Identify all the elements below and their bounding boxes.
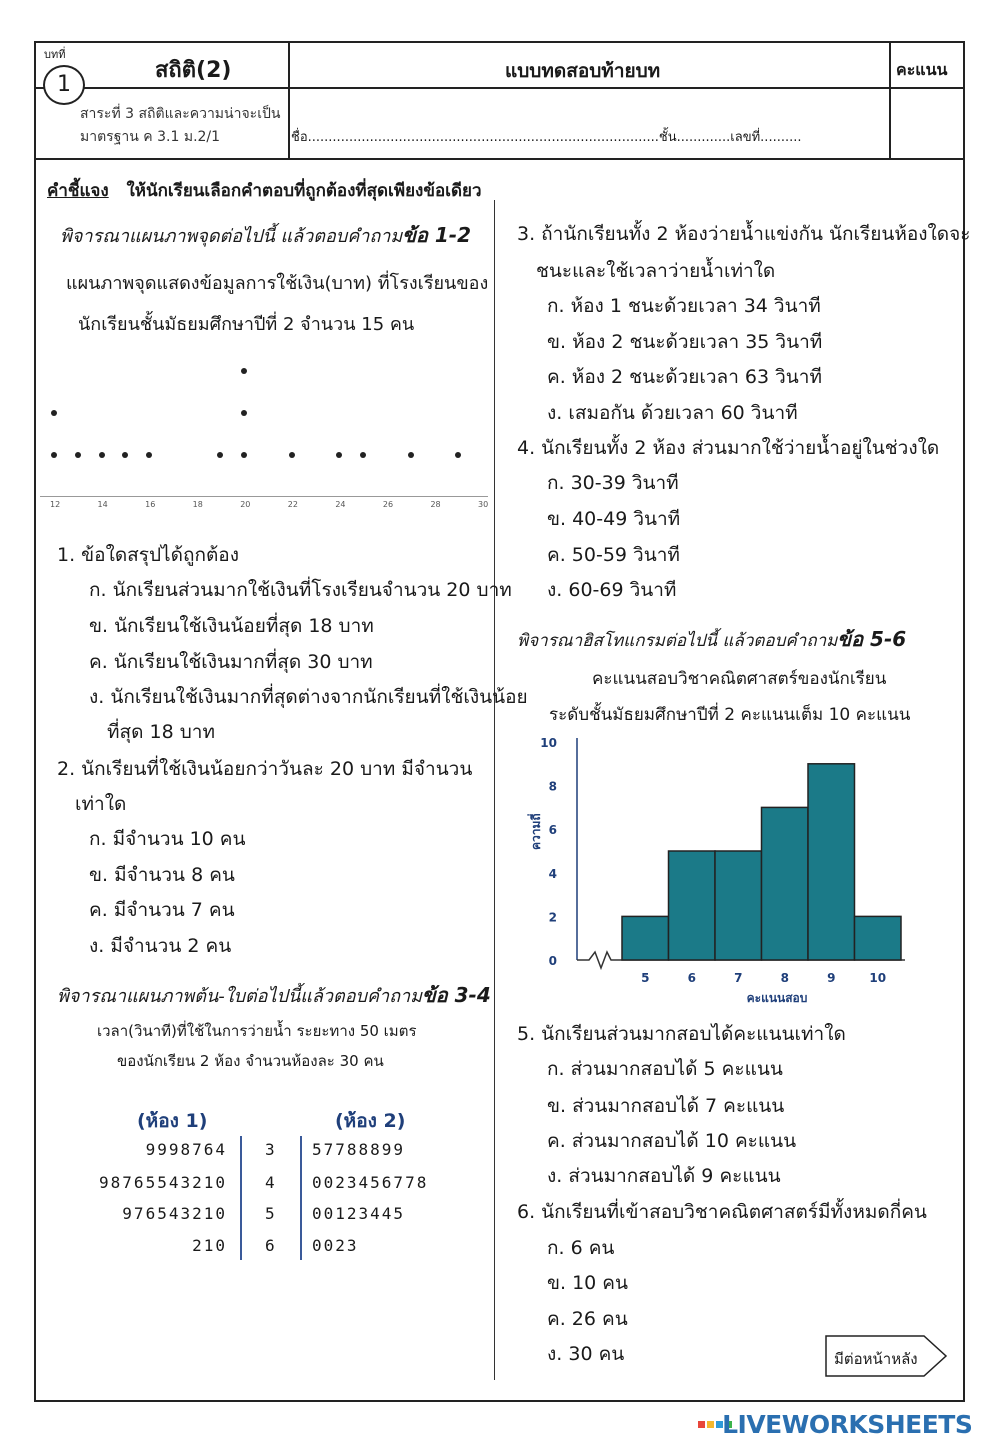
- q5-option-a[interactable]: ก. ส่วนมากสอบได้ 5 คะแนน: [547, 1058, 783, 1080]
- q3-option-d[interactable]: ง. เสมอกัน ด้วยเวลา 60 วินาที: [547, 402, 798, 424]
- histogram-xtick-9: 9: [827, 971, 836, 985]
- q4-option-a[interactable]: ก. 30-39 วินาที: [547, 472, 679, 494]
- histogram-bar-6: [669, 851, 716, 960]
- q3-stem-cont: ชนะและใช้เวลาว่ายน้ำเท่าใด: [536, 260, 776, 282]
- q2-option-d[interactable]: ง. มีจำนวน 2 คน: [89, 935, 232, 957]
- q5-option-c[interactable]: ค. ส่วนมากสอบได้ 10 คะแนน: [547, 1130, 797, 1152]
- dotplot-dot: [51, 410, 57, 416]
- continue-label[interactable]: มีต่อหน้าหลัง: [834, 1350, 918, 1368]
- q2-stem: 2. นักเรียนที่ใช้เงินน้อยกว่าวันละ 20 บาท มีจำนวน: [57, 758, 473, 780]
- stemleaf-row-5-stem: 5: [265, 1204, 277, 1223]
- dotplot-dot: [122, 452, 128, 458]
- dotplot-dot: [336, 452, 342, 458]
- section1-prompt-ref: ข้อ 1-2: [402, 223, 471, 247]
- histogram-ytick-2: 2: [548, 910, 557, 925]
- dotplot-dot: [241, 410, 247, 416]
- q3-option-b[interactable]: ข. ห้อง 2 ชนะด้วยเวลา 35 วินาที: [547, 331, 823, 353]
- stemleaf-row-3-right: 57788899: [312, 1140, 406, 1159]
- chapter-label: บทที่: [44, 48, 66, 61]
- histogram-bar-9: [808, 764, 855, 960]
- stemleaf-caption-1: เวลา(วินาที)ที่ใช้ในการว่ายน้ำ ระยะทาง 50 เมตร: [97, 1022, 417, 1040]
- q1-stem: 1. ข้อใดสรุปได้ถูกต้อง: [57, 544, 239, 566]
- chapter-number: 1: [57, 72, 71, 97]
- histogram-bar-8: [762, 807, 809, 960]
- q4-option-b[interactable]: ข. 40-49 วินาที: [547, 508, 681, 530]
- dotplot-dot: [408, 452, 414, 458]
- dotplot-tick-14: 14: [97, 500, 108, 509]
- q3-option-c[interactable]: ค. ห้อง 2 ชนะด้วยเวลา 63 วินาที: [547, 366, 822, 388]
- q6-option-d[interactable]: ง. 30 คน: [547, 1343, 625, 1365]
- dotplot-tick-12: 12: [50, 500, 61, 509]
- q5-option-d[interactable]: ง. ส่วนมากสอบได้ 9 คะแนน: [547, 1165, 781, 1187]
- dotplot-tick-16: 16: [145, 500, 156, 509]
- histogram-caption-2: ระดับชั้นมัธยมศึกษาปีที่ 2 คะแนนเต็ม 10 คะแนน: [549, 705, 911, 725]
- histogram-caption-1: คะแนนสอบวิชาคณิตศาสตร์ของนักเรียน: [592, 669, 887, 689]
- score-label: คะแนน: [896, 60, 948, 79]
- room2-label: (ห้อง 2): [335, 1110, 406, 1132]
- dotplot-tick-28: 28: [430, 500, 441, 509]
- q6-stem: 6. นักเรียนที่เข้าสอบวิชาคณิตศาสตร์มีทั้งหมดกี่คน: [517, 1201, 927, 1223]
- column-divider: [494, 200, 495, 1380]
- dotplot-tick-30: 30: [478, 500, 489, 509]
- histogram-ytick-6: 6: [548, 823, 557, 838]
- dotplot-caption-1: แผนภาพจุดแสดงข้อมูลการใช้เงิน(บาท) ที่โรงเรียนของ: [66, 273, 489, 294]
- q4-stem: 4. นักเรียนทั้ง 2 ห้อง ส่วนมากใช้ว่ายน้ำอยู่ในช่วงใด: [517, 437, 940, 459]
- q5-stem: 5. นักเรียนส่วนมากสอบได้คะแนนเท่าใด: [517, 1023, 846, 1045]
- q6-option-c[interactable]: ค. 26 คน: [547, 1308, 628, 1330]
- stemleaf-right-divider: [300, 1136, 302, 1260]
- section1-prompt: [60, 219, 471, 251]
- score-col-divider: [889, 41, 891, 159]
- strand-text: สาระที่ 3 สถิติและความน่าจะเป็น: [80, 106, 281, 122]
- stemleaf-row-6-stem: 6: [265, 1236, 277, 1255]
- dotplot-dot: [51, 452, 57, 458]
- histogram-xtick-8: 8: [780, 971, 789, 985]
- stemleaf-row-4-left: 98765543210: [99, 1173, 227, 1192]
- dotplot-dot: [217, 452, 223, 458]
- brand-logo-icon: [697, 1420, 717, 1429]
- footer-brand: [697, 1410, 972, 1439]
- dot-plot: [40, 355, 490, 515]
- dotplot-tick-26: 26: [382, 500, 394, 509]
- stemleaf-row-4-stem: 4: [265, 1173, 277, 1192]
- dotplot-dot: [289, 452, 295, 458]
- stemleaf-row-5-right: 00123445: [312, 1204, 406, 1223]
- dotplot-tick-20: 20: [240, 500, 251, 509]
- stemleaf-row-5-left: 976543210: [122, 1204, 227, 1223]
- stemleaf-left-divider: [240, 1136, 242, 1260]
- chapter-title: สถิติ(2): [155, 58, 232, 83]
- histogram-bar-7: [715, 851, 762, 960]
- test-title: แบบทดสอบท้ายบท: [505, 60, 661, 82]
- q1-option-b[interactable]: ข. นักเรียนใช้เงินน้อยที่สุด 18 บาท: [89, 615, 374, 637]
- dotplot-tick-18: 18: [192, 500, 203, 509]
- section3-prompt-text: พิจารณาฮิสโทแกรมต่อไปนี้ แล้วตอบคำถาม: [517, 631, 838, 651]
- section2-prompt-ref: ข้อ 3-4: [421, 983, 491, 1007]
- stemleaf-row-6-left: 210: [192, 1236, 227, 1255]
- histogram-xtick-10: 10: [869, 971, 887, 985]
- stemleaf-row-3-stem: 3: [265, 1140, 277, 1159]
- dotplot-dot: [99, 452, 105, 458]
- histogram-xlabel: คะแนนสอบ: [746, 991, 808, 1005]
- q2-stem-cont: เท่าใด: [75, 793, 127, 815]
- q6-option-b[interactable]: ข. 10 คน: [547, 1272, 628, 1294]
- q1-option-d[interactable]: ง. นักเรียนใช้เงินมากที่สุดต่างจากนักเรียนที่ใช้เงินน้อย: [89, 686, 528, 708]
- section2-prompt-text: พิจารณาแผนภาพต้น-ใบต่อไปนี้แล้วตอบคำถาม: [57, 986, 422, 1007]
- section1-prompt-text: พิจารณาแผนภาพจุดต่อไปนี้ แล้วตอบคำถาม: [60, 226, 403, 247]
- stemleaf-row-4-right: 0023456778: [312, 1173, 429, 1192]
- dotplot-dot: [241, 452, 247, 458]
- instructions: [47, 177, 482, 204]
- header-bottom-line: [34, 158, 965, 160]
- instructions-label: คำชี้แจง: [47, 181, 109, 201]
- brand-name: LIVEWORKSHEETS: [722, 1410, 973, 1439]
- histogram-ytick-4: 4: [548, 866, 557, 881]
- dotplot-caption-2: นักเรียนชั้นมัธยมศึกษาปีที่ 2 จำนวน 15 คน: [78, 314, 415, 335]
- histogram-xtick-7: 7: [734, 971, 743, 985]
- dotplot-dot: [75, 452, 81, 458]
- section3-prompt-ref: ข้อ 5-6: [837, 627, 907, 651]
- stemleaf-caption-2: ของนักเรียน 2 ห้อง จำนวนห้องละ 30 คน: [117, 1052, 384, 1070]
- q1-option-c[interactable]: ค. นักเรียนใช้เงินมากที่สุด 30 บาท: [89, 651, 373, 673]
- standard-text: มาตรฐาน ค 3.1 ม.2/1: [80, 129, 221, 145]
- dotplot-dot: [455, 452, 461, 458]
- q5-option-b[interactable]: ข. ส่วนมากสอบได้ 7 คะแนน: [547, 1095, 785, 1117]
- histogram: [515, 730, 915, 1010]
- q2-option-c[interactable]: ค. มีจำนวน 7 คน: [89, 899, 235, 921]
- dotplot-dot: [360, 452, 366, 458]
- q4-option-c[interactable]: ค. 50-59 วินาที: [547, 544, 680, 566]
- section2-prompt: [57, 979, 491, 1011]
- histogram-ytick-10: 10: [540, 736, 557, 750]
- stemleaf-row-6-right: 0023: [312, 1236, 359, 1255]
- name-field[interactable]: ชื่อ.....................................................................................ชั้น.............เลขที่..........: [291, 130, 802, 145]
- q2-option-b[interactable]: ข. มีจำนวน 8 คน: [89, 864, 235, 886]
- histogram-xtick-5: 5: [641, 971, 650, 985]
- chapter-number-badge: [43, 65, 85, 105]
- histogram-ytick-0: 0: [548, 954, 557, 968]
- histogram-bar-5: [622, 916, 669, 960]
- dotplot-tick-22: 22: [287, 500, 298, 509]
- header-col-divider: [288, 41, 290, 159]
- q1-option-d-cont: ที่สุด 18 บาท: [107, 721, 215, 743]
- section3-prompt: [517, 623, 906, 655]
- instructions-text: ให้นักเรียนเลือกคำตอบที่ถูกต้องที่สุดเพียงข้อเดียว: [126, 181, 482, 201]
- dotplot-dot: [146, 452, 152, 458]
- histogram-xtick-6: 6: [687, 971, 696, 985]
- header-divider: [34, 87, 965, 89]
- room1-label: (ห้อง 1): [137, 1110, 208, 1132]
- histogram-bar-10: [855, 916, 902, 960]
- q2-option-a[interactable]: ก. มีจำนวน 10 คน: [89, 828, 246, 850]
- stemleaf-row-3-left: 9998764: [145, 1140, 227, 1159]
- q6-option-a[interactable]: ก. 6 คน: [547, 1237, 615, 1259]
- dotplot-tick-24: 24: [335, 500, 346, 509]
- dot-plot-axis: [40, 496, 488, 497]
- q1-option-a[interactable]: ก. นักเรียนส่วนมากใช้เงินที่โรงเรียนจำนวน 20 บาท: [89, 579, 512, 601]
- q3-stem: 3. ถ้านักเรียนทั้ง 2 ห้องว่ายน้ำแข่งกัน นักเรียนห้องใดจะ: [517, 223, 971, 245]
- q4-option-d[interactable]: ง. 60-69 วินาที: [547, 579, 677, 601]
- q3-option-a[interactable]: ก. ห้อง 1 ชนะด้วยเวลา 34 วินาที: [547, 295, 821, 317]
- dotplot-dot: [241, 368, 247, 374]
- histogram-ytick-8: 8: [548, 779, 557, 794]
- histogram-ylabel: ความถี่: [529, 813, 543, 850]
